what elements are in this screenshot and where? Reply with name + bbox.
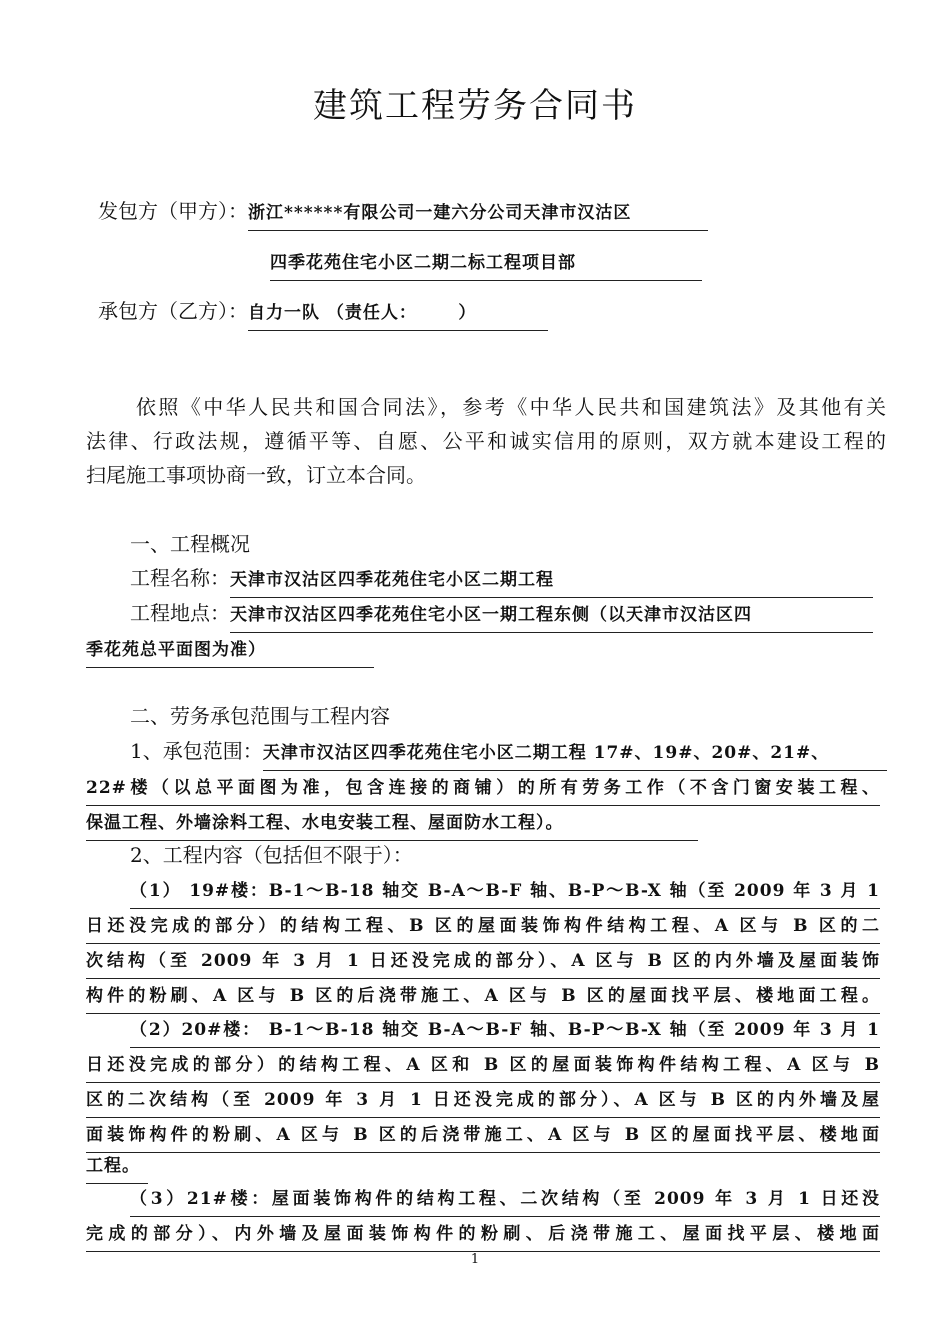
party-a-row-2	[270, 246, 702, 281]
item2-row-4	[86, 1118, 880, 1153]
scope-line: 22#楼（以总平面图为准，包含连接的商铺）的所有劳务工作（不含门窗安装工程、	[86, 773, 880, 806]
project-name-value: 天津市汉沽区四季花苑住宅小区二期工程	[230, 565, 873, 598]
party-b-value: 自力一队 （责任人： ）	[248, 298, 548, 331]
project-location-row-2	[86, 633, 374, 668]
item2-line: 工程。	[86, 1151, 148, 1184]
project-location-label: 工程地点：	[130, 601, 230, 625]
item3-row-2	[86, 1217, 880, 1252]
item1-line: 次结构（至 2009 年 3 月 1 日还没完成的部分）、A 区与 B 区的内外墙及屋面装饰	[86, 946, 880, 979]
item2-row-1	[130, 1013, 880, 1048]
preamble-line: 法律、行政法规，遵循平等、自愿、公平和诚实信用的原则，双方就本建设工程的	[86, 429, 886, 453]
scope-line: 天津市汉沽区四季花苑住宅小区二期工程 17#、19#、20#、21#、	[263, 738, 887, 771]
preamble-line: 扫尾施工事项协商一致，订立本合同。	[86, 463, 426, 487]
item1-line: （1） 19#楼：B-1～B-18 轴交 B-A～B-F 轴、B-P～B-X 轴（至 2009 年 3 月 1	[130, 876, 880, 909]
item2-row-5	[86, 1149, 148, 1184]
item1-row-3	[86, 944, 880, 979]
item2-line: 面装饰构件的粉刷、A 区与 B 区的后浇带施工、A 区与 B 区的屋面找平层、楼地面	[86, 1120, 880, 1153]
item2-line: 日还没完成的部分）的结构工程、A 区和 B 区的屋面装饰构件结构工程、A 区与 B	[86, 1050, 880, 1083]
document-title: 建筑工程劳务合同书	[313, 86, 637, 126]
section2-heading: 二、劳务承包范围与工程内容	[130, 704, 390, 728]
scope-row-3	[86, 806, 698, 841]
item1-line: 日还没完成的部分）的结构工程、B 区的屋面装饰构件结构工程、A 区与 B 区的二	[86, 911, 880, 944]
project-name-label: 工程名称：	[130, 566, 230, 590]
item3-row-1	[130, 1182, 880, 1217]
project-location-value-line2: 季花苑总平面图为准）	[86, 635, 374, 668]
project-location-row	[130, 598, 873, 633]
page-number: 1	[470, 1252, 480, 1267]
project-name-row	[130, 563, 873, 598]
item1-row-4	[86, 979, 880, 1014]
content-label: 2、工程内容（包括但不限于）：	[130, 843, 413, 867]
item2-line: （2）20#楼： B-1～B-18 轴交 B-A～B-F 轴、B-P～B-X 轴（至 2009 年 3 月 1	[130, 1015, 880, 1048]
section1-heading: 一、工程概况	[130, 532, 250, 556]
item3-line: 完成的部分）、内外墙及屋面装饰构件的粉刷、后浇带施工、屋面找平层、楼地面	[86, 1219, 880, 1252]
scope-row-2	[86, 771, 880, 806]
item1-line: 构件的粉刷、A 区与 B 区的后浇带施工、A 区与 B 区的屋面找平层、楼地面工程。	[86, 981, 880, 1014]
party-a-label: 发包方（甲方）：	[98, 199, 248, 223]
scope-label: 1、承包范围：	[130, 739, 263, 763]
party-a-value-line1: 浙江******有限公司一建六分公司天津市汉沽区	[248, 198, 708, 231]
item2-row-2	[86, 1048, 880, 1083]
party-a-value-line2: 四季花苑住宅小区二期二标工程项目部	[270, 248, 702, 281]
item2-line: 区的二次结构（至 2009 年 3 月 1 日还没完成的部分）、A 区与 B 区的内外墙及屋	[86, 1085, 880, 1118]
project-location-value-line1: 天津市汉沽区四季花苑住宅小区一期工程东侧（以天津市汉沽区四	[230, 600, 873, 633]
item3-line: （3）21#楼：屋面装饰构件的结构工程、二次结构（至 2009 年 3 月 1 日还没	[130, 1184, 880, 1217]
item1-row-1	[130, 874, 880, 909]
preamble-line: 依照《中华人民共和国合同法》，参考《中华人民共和国建筑法》及其他有关	[136, 395, 886, 419]
item2-row-3	[86, 1083, 880, 1118]
item1-row-2	[86, 909, 880, 944]
party-b-row	[98, 296, 548, 331]
party-b-label: 承包方（乙方）：	[98, 299, 248, 323]
scope-line: 保温工程、外墙涂料工程、水电安装工程、屋面防水工程）。	[86, 808, 698, 841]
preamble-paragraph	[86, 390, 886, 492]
scope-row	[130, 736, 887, 771]
party-a-row	[98, 196, 708, 231]
